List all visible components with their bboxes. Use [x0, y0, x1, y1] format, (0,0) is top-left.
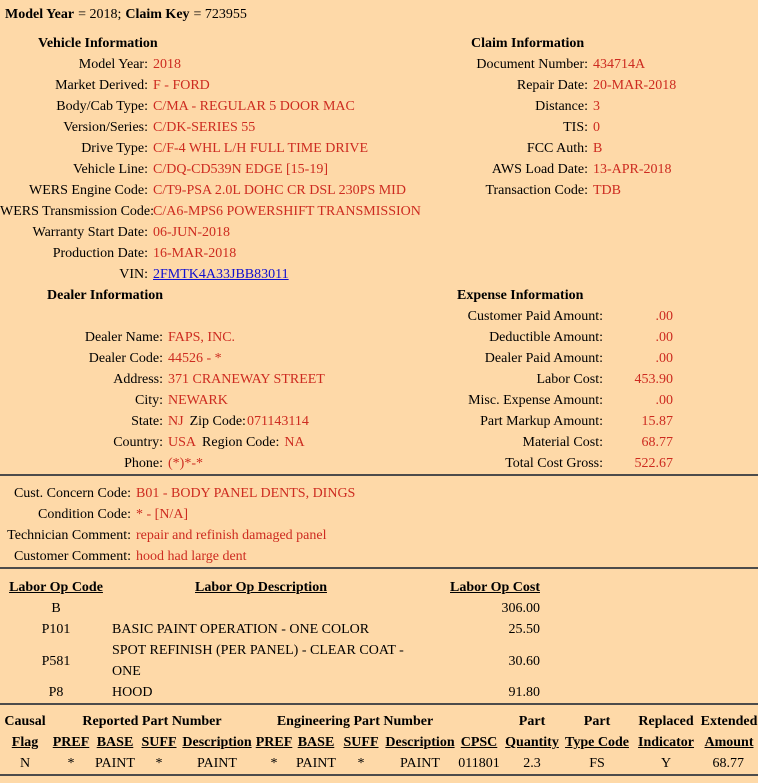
- expense-row: [405, 390, 758, 411]
- dealer-state-zip-row: [0, 411, 405, 432]
- reported-description: PAINT: [197, 756, 237, 771]
- labor-op-code: B: [51, 601, 61, 616]
- claim-key-value: = 723955: [193, 7, 247, 22]
- dealer-expense-section: [0, 285, 758, 474]
- field-label: Labor Cost:: [536, 372, 603, 387]
- part-quantity-group-header: Part: [518, 714, 546, 729]
- vehicle-row: [0, 243, 405, 264]
- parts-column-header-row: [0, 732, 758, 753]
- country-label: Country:: [113, 435, 163, 450]
- page-title: [0, 0, 758, 25]
- dealer-country-region-row: [0, 432, 405, 453]
- labor-op-code: P101: [41, 622, 71, 637]
- field-label: TIS:: [563, 120, 588, 135]
- field-value: * - [N/A]: [136, 507, 189, 522]
- field-label: Dealer Code:: [88, 351, 163, 366]
- dealer-row: [0, 453, 405, 474]
- field-label: Version/Series:: [63, 120, 148, 135]
- field-label: Part Markup Amount:: [480, 414, 603, 429]
- reported-suff: *: [155, 756, 163, 771]
- field-label: WERS Transmission Code:: [0, 204, 155, 219]
- reported-pref-header: PREF: [52, 735, 90, 750]
- concern-row: [0, 504, 758, 525]
- field-value: .00: [655, 309, 673, 324]
- field-value: FAPS, INC.: [168, 330, 236, 345]
- vin-label: VIN:: [119, 267, 148, 282]
- labor-op-cost: 306.00: [501, 601, 540, 616]
- vehicle-row: [0, 96, 405, 117]
- field-value: C/T9-PSA 2.0L DOHC CR DSL 230PS MID: [153, 183, 406, 198]
- vehicle-row: [0, 222, 405, 243]
- field-value: 15.87: [641, 414, 673, 429]
- field-label: Deductible Amount:: [489, 330, 603, 345]
- reported-pref: *: [67, 756, 75, 771]
- labor-header-row: [7, 577, 540, 598]
- vehicle-row: [0, 201, 421, 222]
- field-value: 453.90: [634, 372, 673, 387]
- expense-row: [405, 453, 758, 474]
- labor-op-description: SPOT REFINISH (PER PANEL) - CLEAR COAT - ONE: [112, 643, 404, 679]
- field-value: 522.67: [634, 456, 673, 471]
- field-value: B: [593, 141, 603, 156]
- claim-key-label: Claim Key: [125, 7, 190, 22]
- field-label: Warranty Start Date:: [32, 225, 148, 240]
- field-value: C/A6-MPS6 POWERSHIFT TRANSMISSION: [153, 204, 421, 219]
- vehicle-claim-section: [0, 33, 758, 285]
- concern-row: [0, 483, 758, 504]
- field-label: Material Cost:: [522, 435, 603, 450]
- vehicle-row: [0, 54, 405, 75]
- concern-section: [0, 483, 758, 567]
- labor-op-description: BASIC PAINT OPERATION - ONE COLOR: [112, 622, 370, 637]
- model-year-key-value: = 2018;: [78, 7, 122, 22]
- field-label: Condition Code:: [38, 507, 131, 522]
- flag-header: Flag: [11, 735, 39, 750]
- field-label: Model Year:: [78, 57, 148, 72]
- field-value: NEWARK: [168, 393, 228, 408]
- field-label: Dealer Paid Amount:: [484, 351, 603, 366]
- dealer-information-column: [0, 285, 405, 474]
- parts-table: [0, 711, 758, 774]
- field-label: Transaction Code:: [485, 183, 588, 198]
- labor-op-cost: 91.80: [508, 685, 540, 700]
- dealer-information-heading: Dealer Information: [47, 288, 163, 303]
- part-quantity-header: Quantity: [505, 735, 559, 750]
- region-value: NA: [284, 435, 305, 450]
- reported-base: PAINT: [95, 756, 135, 771]
- claim-row: [405, 180, 758, 201]
- labor-op-table: [7, 577, 540, 703]
- expense-information-heading: Expense Information: [457, 288, 584, 303]
- empty-group-header: [456, 711, 502, 732]
- divider: [0, 774, 758, 776]
- field-value: TDB: [593, 183, 621, 198]
- field-value: 0: [593, 120, 600, 135]
- vehicle-row: [0, 75, 405, 96]
- spacer: [0, 306, 405, 327]
- vehicle-row: [0, 159, 405, 180]
- state-value: NJ: [168, 414, 184, 429]
- field-label: Body/Cab Type:: [56, 99, 148, 114]
- vin-link[interactable]: 2FMTK4A33JBB83011: [153, 267, 289, 282]
- field-label: Vehicle Line:: [72, 162, 148, 177]
- field-label: Cust. Concern Code:: [13, 486, 131, 501]
- field-label: WERS Engine Code:: [29, 183, 148, 198]
- causal-flag: N: [19, 756, 31, 771]
- field-label: Total Cost Gross:: [505, 456, 603, 471]
- part-type-group-header: Part: [583, 714, 611, 729]
- part-type-code-value: FS: [589, 756, 605, 771]
- cpsc-header: CPSC: [460, 735, 498, 750]
- divider: [0, 567, 758, 569]
- claim-row: [405, 138, 758, 159]
- field-value: (*)*-*: [168, 456, 203, 471]
- field-label: Dealer Name:: [84, 330, 163, 345]
- engineering-base: PAINT: [296, 756, 336, 771]
- extended-amount-value: 68.77: [712, 756, 745, 771]
- field-value: .00: [655, 351, 673, 366]
- vehicle-information-heading: Vehicle Information: [38, 36, 158, 51]
- expense-row: [405, 306, 758, 327]
- field-label: Customer Paid Amount:: [467, 309, 603, 324]
- field-label: Market Derived:: [55, 78, 148, 93]
- expense-row: [405, 348, 758, 369]
- field-label: Drive Type:: [81, 141, 148, 156]
- state-label: State:: [131, 414, 163, 429]
- field-label: Document Number:: [476, 57, 588, 72]
- field-value: 13-APR-2018: [593, 162, 672, 177]
- reported-description-header: Description: [182, 735, 252, 750]
- divider: [0, 703, 758, 705]
- labor-row: [7, 598, 540, 619]
- field-value: hood had large dent: [136, 549, 247, 564]
- field-value: 3: [593, 99, 600, 114]
- vin-row: [0, 264, 405, 285]
- divider: [0, 474, 758, 476]
- field-value: 44526 - *: [168, 351, 222, 366]
- dealer-row: [0, 369, 405, 390]
- field-label: City:: [134, 393, 163, 408]
- zip-label: Zip Code:: [189, 414, 246, 429]
- claim-information-heading: Claim Information: [471, 36, 585, 51]
- field-label: AWS Load Date:: [491, 162, 588, 177]
- labor-row: [7, 619, 540, 640]
- engineering-description: PAINT: [400, 756, 440, 771]
- causal-group-header: Causal: [4, 714, 46, 729]
- field-label: Address:: [113, 372, 163, 387]
- model-year-key-label: Model Year: [5, 7, 75, 22]
- engineering-part-number-group-header: Engineering Part Number: [276, 714, 434, 729]
- labor-op-cost: 25.50: [508, 622, 540, 637]
- field-label: Misc. Expense Amount:: [468, 393, 603, 408]
- field-label: Phone:: [124, 456, 163, 471]
- extended-group-header: Extended: [700, 714, 758, 729]
- field-value: .00: [655, 393, 673, 408]
- field-value: F - FORD: [153, 78, 210, 93]
- reported-base-header: BASE: [96, 735, 134, 750]
- expense-information-column: [405, 285, 758, 474]
- field-value: C/DQ-CD539N EDGE [15-19]: [153, 162, 328, 177]
- field-value: B01 - BODY PANEL DENTS, DINGS: [136, 486, 356, 501]
- labor-op-description-header: Labor Op Description: [195, 580, 327, 595]
- concern-row: [0, 546, 758, 567]
- claim-row: [405, 117, 758, 138]
- field-value: 06-JUN-2018: [153, 225, 230, 240]
- field-value: C/F-4 WHL L/H FULL TIME DRIVE: [153, 141, 369, 156]
- expense-row: [405, 327, 758, 348]
- engineering-description-header: Description: [385, 735, 455, 750]
- field-value: 371 CRANEWAY STREET: [168, 372, 325, 387]
- claim-row: [405, 96, 758, 117]
- replaced-indicator-header: Indicator: [638, 735, 695, 750]
- labor-op-code: P581: [41, 653, 71, 669]
- engineering-pref-header: PREF: [255, 735, 293, 750]
- engineering-pref: *: [270, 756, 278, 771]
- field-value: 68.77: [641, 435, 673, 450]
- labor-op-description: HOOD: [112, 685, 153, 700]
- dealer-row: [0, 390, 405, 411]
- field-label: Repair Date:: [516, 78, 588, 93]
- engineering-suff: *: [357, 756, 365, 771]
- part-type-code-header: Type Code: [565, 735, 629, 750]
- parts-data-row: [0, 753, 758, 774]
- field-value: 20-MAR-2018: [593, 78, 677, 93]
- expense-row: [405, 369, 758, 390]
- expense-row: [405, 432, 758, 453]
- field-label: Distance:: [535, 99, 588, 114]
- expense-row: [405, 411, 758, 432]
- dealer-row: [0, 327, 405, 348]
- claim-row: [405, 54, 758, 75]
- engineering-suff-header: SUFF: [343, 735, 379, 750]
- concern-row: [0, 525, 758, 546]
- vehicle-row: [0, 180, 405, 201]
- labor-op-description: [105, 598, 417, 619]
- parts-group-header-row: [0, 711, 758, 732]
- claim-row: [405, 75, 758, 96]
- part-quantity-value: 2.3: [523, 756, 541, 771]
- field-label: Production Date:: [52, 246, 148, 261]
- claim-information-column: [405, 33, 758, 285]
- field-value: repair and refinish damaged panel: [136, 528, 327, 543]
- engineering-base-header: BASE: [297, 735, 335, 750]
- field-value: 16-MAR-2018: [153, 246, 237, 261]
- vehicle-information-column: [0, 33, 421, 285]
- field-value: C/MA - REGULAR 5 DOOR MAC: [153, 99, 355, 114]
- replaced-indicator-value: Y: [660, 756, 672, 771]
- field-value: 2018: [153, 57, 181, 72]
- field-value: .00: [655, 330, 673, 345]
- replaced-group-header: Replaced: [638, 714, 694, 729]
- field-value: 434714A: [593, 57, 646, 72]
- region-label: Region Code:: [202, 435, 280, 450]
- extended-amount-header: Amount: [704, 735, 754, 750]
- field-label: FCC Auth:: [526, 141, 588, 156]
- labor-op-cost-header: Labor Op Cost: [450, 580, 540, 595]
- labor-row: [7, 640, 540, 682]
- reported-part-number-group-header: Reported Part Number: [82, 714, 222, 729]
- field-label: Technician Comment:: [7, 528, 131, 543]
- country-value: USA: [168, 435, 197, 450]
- field-value: C/DK-SERIES 55: [153, 120, 256, 135]
- field-label: Customer Comment:: [13, 549, 131, 564]
- reported-suff-header: SUFF: [141, 735, 177, 750]
- vehicle-row: [0, 117, 405, 138]
- labor-op-code-header: Labor Op Code: [9, 580, 103, 595]
- zip-value: 071143114: [246, 414, 309, 429]
- vehicle-row: [0, 138, 405, 159]
- labor-row: [7, 682, 540, 703]
- labor-op-cost: 30.60: [508, 653, 540, 669]
- labor-op-code: P8: [48, 685, 64, 700]
- claim-row: [405, 159, 758, 180]
- cpsc-value: 011801: [458, 756, 500, 771]
- dealer-row: [0, 348, 405, 369]
